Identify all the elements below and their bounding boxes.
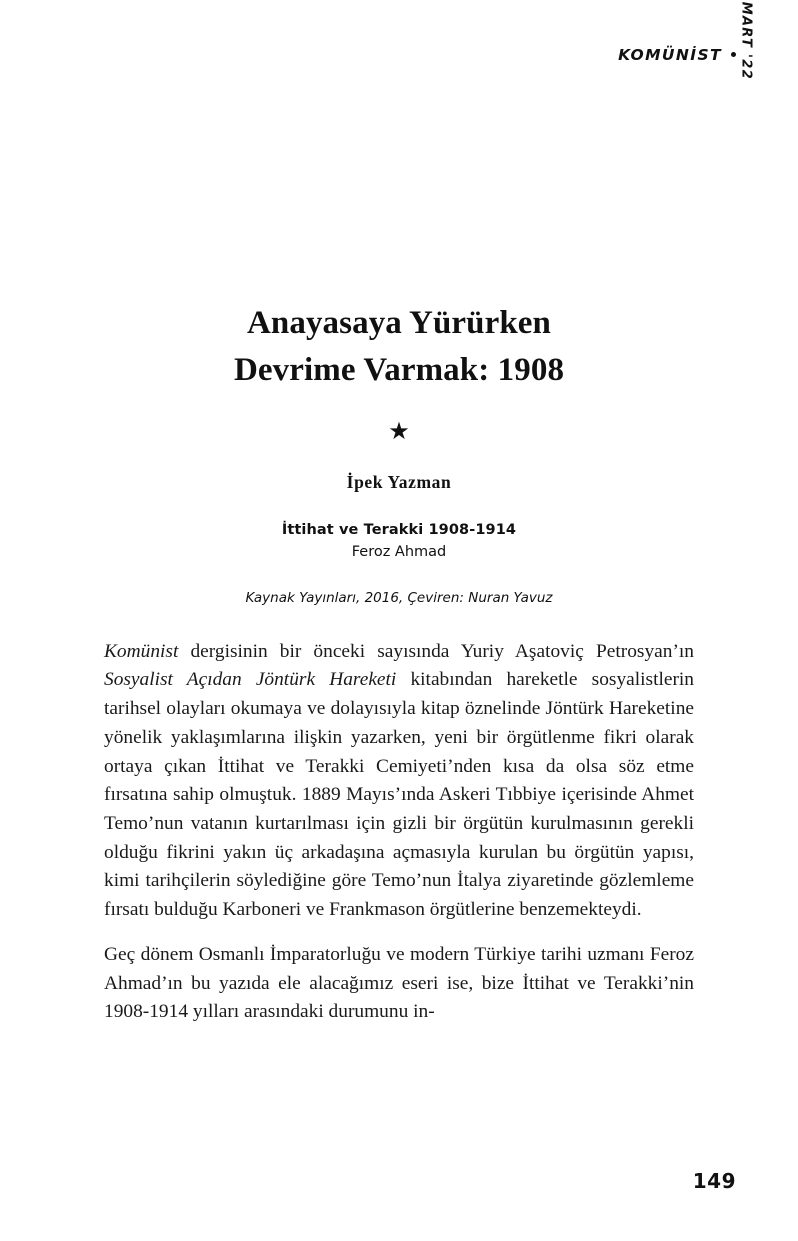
- page-title: [104, 0, 694, 394]
- article-title-line-1: Anayasaya Yürürken: [246, 305, 552, 341]
- running-head-issue-date: MART '22: [738, 1, 753, 80]
- reviewed-book-title: İttihat ve Terakki 1908-1914: [281, 521, 517, 538]
- body-text-italic: Sosyalist Açıdan Jöntürk Hareketi: [104, 669, 397, 691]
- star-icon: ★: [388, 418, 410, 445]
- body-text-italic: Komünist: [104, 640, 179, 662]
- reviewed-book-author: Feroz Ahmad: [351, 544, 447, 561]
- reviewed-book-publication-info: Kaynak Yayınları, 2016, Çeviren: Nuran Yavuz: [245, 589, 553, 606]
- article-title-line-2: Devrime Varmak: 1908: [233, 351, 565, 388]
- article-content: [104, 0, 694, 1027]
- running-head-separator-dot: [731, 52, 736, 57]
- body-paragraph: [104, 638, 694, 925]
- page-number: 149: [692, 1169, 736, 1193]
- body-text-run: kitabından hareketle sosyalistlerin tarihsel olayları okumaya ve dolayısıyla kitap öznelinde Jöntürk Hareketine yönelik yaklaşımlarına ilişkin yazarken, yeni bir örgütlenme fikri olarak ortaya çıkan İttihat ve Terakki Cemiyeti’nden kısa da olsa söz etme fırsatına sahip olmuştuk. 1889 Mayıs’ında Askeri Tıbbiye içerisinde Ahmet Temo’nun vatanın kurtarılması için gizli bir örgütün kurulmasının gerekli olduğu fikrini yakın üç arkadaşına açmasıyla kurulan bu örgütün yapısı, kimi tarihçilerin söylediğine göre Temo’nun İtalya ziyaretinde gözlemleme fırsatı bulduğu Karboneri ve Frankmason örgütlerine benzemekteydi.: [104, 669, 695, 921]
- reviewed-book: [104, 519, 694, 564]
- body-text-run: Geç dönem Osmanlı İmparatorluğu ve modern Türkiye tarihi uzmanı Feroz Ahmad’ın bu yazıda ele alacağımız eseri ise, bize İttihat ve Terakki’nin 1908-1914 yılları arasındaki durumunu in-: [104, 943, 694, 1023]
- body-text-run: dergisinin bir önceki sayısında Yuriy Aşatoviç Petrosyan’ın: [178, 640, 694, 662]
- running-head-publication: KOMÜNİST: [618, 46, 722, 64]
- article-author: İpek Yazman: [346, 471, 452, 492]
- article-body: [104, 638, 694, 1027]
- body-paragraph: [104, 941, 694, 1027]
